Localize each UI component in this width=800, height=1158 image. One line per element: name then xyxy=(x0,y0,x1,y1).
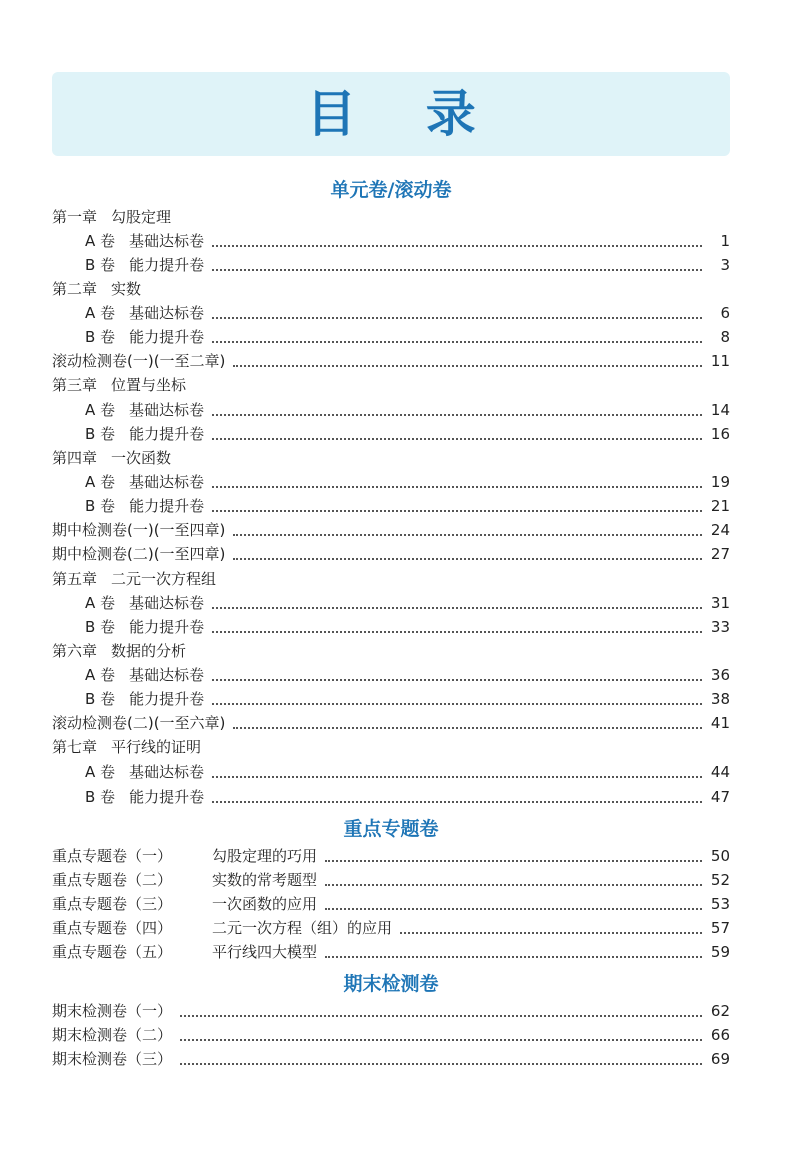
toc-entry[interactable] xyxy=(52,325,730,349)
chapter-title: 平行线的证明 xyxy=(111,738,202,756)
entry-title: 二元一次方程（组）的应用 xyxy=(212,919,393,937)
page-number: 38 xyxy=(710,690,730,708)
chapter-label: 第六章 xyxy=(52,642,98,660)
dot-leader xyxy=(325,955,702,958)
entry-title: 平行线四大模型 xyxy=(212,943,318,961)
entry-title: 基础达标卷 xyxy=(129,666,205,684)
entry-title: 能力提升卷 xyxy=(129,425,205,443)
page-number: 69 xyxy=(710,1050,730,1068)
toc-entry[interactable] xyxy=(52,615,730,639)
toc-chapter-6 xyxy=(52,639,730,663)
dot-leader xyxy=(212,316,702,319)
entry-title: 期中检测卷(一)(一至四章) xyxy=(52,521,226,539)
page-number: 59 xyxy=(710,943,730,961)
dot-leader xyxy=(180,1062,702,1065)
page-number: 41 xyxy=(710,714,730,732)
page-number: 44 xyxy=(710,763,730,781)
chapter-title: 实数 xyxy=(111,280,142,298)
chapter-title: 数据的分析 xyxy=(111,642,187,660)
entry-label: A 卷 xyxy=(85,304,116,322)
entry-label: A 卷 xyxy=(85,666,116,684)
toc-entry-topic[interactable] xyxy=(52,844,730,868)
entry-label: B 卷 xyxy=(85,328,116,346)
dot-leader xyxy=(212,485,702,488)
chapter-title: 勾股定理 xyxy=(111,208,172,226)
chapter-title: 位置与坐标 xyxy=(111,376,187,394)
entry-title: 实数的常考题型 xyxy=(212,871,318,889)
entry-title: 一次函数的应用 xyxy=(212,895,318,913)
entry-title: 能力提升卷 xyxy=(129,690,205,708)
page-number: 47 xyxy=(710,788,730,806)
entry-title: 能力提升卷 xyxy=(129,618,205,636)
toc-entry-final[interactable] xyxy=(52,999,730,1023)
page-number: 3 xyxy=(720,256,730,274)
toc-entry-final[interactable] xyxy=(52,1023,730,1047)
page-number: 53 xyxy=(710,895,730,913)
page-number: 6 xyxy=(720,304,730,322)
toc-entry[interactable] xyxy=(52,301,730,325)
toc-entry-topic[interactable] xyxy=(52,868,730,892)
dot-leader xyxy=(233,533,702,536)
toc-chapter-2 xyxy=(52,277,730,301)
page-number: 66 xyxy=(710,1026,730,1044)
page-number: 14 xyxy=(710,401,730,419)
entry-label: 期末检测卷（二） xyxy=(52,1026,173,1044)
dot-leader xyxy=(212,630,702,633)
toc-entry[interactable] xyxy=(52,398,730,422)
dot-leader xyxy=(400,931,702,934)
entry-label: B 卷 xyxy=(85,425,116,443)
entry-title: 勾股定理的巧用 xyxy=(212,847,318,865)
toc-chapter-3 xyxy=(52,373,730,397)
toc-entry-topic[interactable] xyxy=(52,892,730,916)
toc-chapter-5 xyxy=(52,567,730,591)
toc-entry[interactable] xyxy=(52,422,730,446)
dot-leader xyxy=(180,1038,702,1041)
section-heading-finals: 期末检测卷 xyxy=(343,973,439,995)
toc-entry-midterm-2[interactable] xyxy=(52,542,730,566)
chapter-label: 第五章 xyxy=(52,570,98,588)
entry-label: 重点专题卷（四） xyxy=(52,919,173,937)
dot-leader xyxy=(212,509,702,512)
dot-leader xyxy=(180,1014,702,1017)
entry-title: 基础达标卷 xyxy=(129,594,205,612)
entry-title: 能力提升卷 xyxy=(129,256,205,274)
toc-entry-rolling-1[interactable] xyxy=(52,349,730,373)
toc-entry[interactable] xyxy=(52,785,730,809)
entry-label: B 卷 xyxy=(85,256,116,274)
page-number: 19 xyxy=(710,473,730,491)
page-number: 36 xyxy=(710,666,730,684)
page-number: 33 xyxy=(710,618,730,636)
page-number: 62 xyxy=(710,1002,730,1020)
dot-leader xyxy=(212,340,702,343)
dot-leader xyxy=(325,907,702,910)
entry-label: A 卷 xyxy=(85,232,116,250)
page-number: 52 xyxy=(710,871,730,889)
entry-title: 能力提升卷 xyxy=(129,497,205,515)
dot-leader xyxy=(233,726,702,729)
entry-label: B 卷 xyxy=(85,618,116,636)
entry-label: 期末检测卷（一） xyxy=(52,1002,173,1020)
section-heading-topics: 重点专题卷 xyxy=(343,818,439,840)
dot-leader xyxy=(212,413,702,416)
entry-title: 基础达标卷 xyxy=(129,401,205,419)
toc-chapter-1 xyxy=(52,205,730,229)
chapter-label: 第四章 xyxy=(52,449,98,467)
toc-entry[interactable] xyxy=(52,229,730,253)
dot-leader xyxy=(325,883,702,886)
toc-entry[interactable] xyxy=(52,663,730,687)
page-number: 11 xyxy=(710,352,730,370)
entry-title: 基础达标卷 xyxy=(129,473,205,491)
page-number: 21 xyxy=(710,497,730,515)
toc-entry[interactable] xyxy=(52,760,730,784)
entry-title: 能力提升卷 xyxy=(129,328,205,346)
dot-leader xyxy=(233,364,702,367)
dot-leader xyxy=(212,702,702,705)
toc-entry-topic[interactable] xyxy=(52,940,730,964)
dot-leader xyxy=(212,437,702,440)
entry-title: 滚动检测卷(二)(一至六章) xyxy=(52,714,226,732)
entry-label: A 卷 xyxy=(85,401,116,419)
toc-entry-rolling-2[interactable] xyxy=(52,711,730,735)
dot-leader xyxy=(325,859,702,862)
dot-leader xyxy=(212,606,702,609)
entry-title: 滚动检测卷(一)(一至二章) xyxy=(52,352,226,370)
entry-label: A 卷 xyxy=(85,473,116,491)
section-heading-unit: 单元卷/滚动卷 xyxy=(330,179,452,201)
entry-label: A 卷 xyxy=(85,763,116,781)
dot-leader xyxy=(212,268,702,271)
page-number: 16 xyxy=(710,425,730,443)
chapter-title: 一次函数 xyxy=(111,449,172,467)
dot-leader xyxy=(233,557,702,560)
toc-entry-midterm-1[interactable] xyxy=(52,518,730,542)
dot-leader xyxy=(212,244,702,247)
entry-label: 重点专题卷（五） xyxy=(52,943,173,961)
toc-entry[interactable] xyxy=(52,253,730,277)
chapter-title: 二元一次方程组 xyxy=(111,570,217,588)
page-title: 目 录 xyxy=(306,85,502,143)
entry-label: B 卷 xyxy=(85,788,116,806)
page-number: 24 xyxy=(710,521,730,539)
entry-title: 能力提升卷 xyxy=(129,788,205,806)
chapter-label: 第一章 xyxy=(52,208,98,226)
dot-leader xyxy=(212,775,702,778)
chapter-label: 第三章 xyxy=(52,376,98,394)
entry-title: 基础达标卷 xyxy=(129,304,205,322)
toc-entry-final[interactable] xyxy=(52,1047,730,1071)
page-number: 27 xyxy=(710,545,730,563)
entry-title: 基础达标卷 xyxy=(129,763,205,781)
chapter-label: 第七章 xyxy=(52,738,98,756)
page-number: 50 xyxy=(710,847,730,865)
page-number: 1 xyxy=(720,232,730,250)
toc-chapter-4 xyxy=(52,446,730,470)
entry-label: A 卷 xyxy=(85,594,116,612)
toc-entry-topic[interactable] xyxy=(52,916,730,940)
dot-leader xyxy=(212,800,702,803)
entry-title: 基础达标卷 xyxy=(129,232,205,250)
entry-label: 重点专题卷（三） xyxy=(52,895,173,913)
entry-label: 期末检测卷（三） xyxy=(52,1050,173,1068)
page-number: 57 xyxy=(710,919,730,937)
entry-label: B 卷 xyxy=(85,497,116,515)
entry-label: 重点专题卷（二） xyxy=(52,871,173,889)
page-number: 31 xyxy=(710,594,730,612)
toc-entry[interactable] xyxy=(52,494,730,518)
page-number: 8 xyxy=(720,328,730,346)
toc-entry[interactable] xyxy=(52,591,730,615)
dot-leader xyxy=(212,678,702,681)
entry-title: 期中检测卷(二)(一至四章) xyxy=(52,545,226,563)
toc-entry[interactable] xyxy=(52,687,730,711)
toc-entry[interactable] xyxy=(52,470,730,494)
entry-label: B 卷 xyxy=(85,690,116,708)
chapter-label: 第二章 xyxy=(52,280,98,298)
entry-label: 重点专题卷（一） xyxy=(52,847,173,865)
toc-chapter-7 xyxy=(52,735,730,759)
title-band xyxy=(52,72,730,156)
